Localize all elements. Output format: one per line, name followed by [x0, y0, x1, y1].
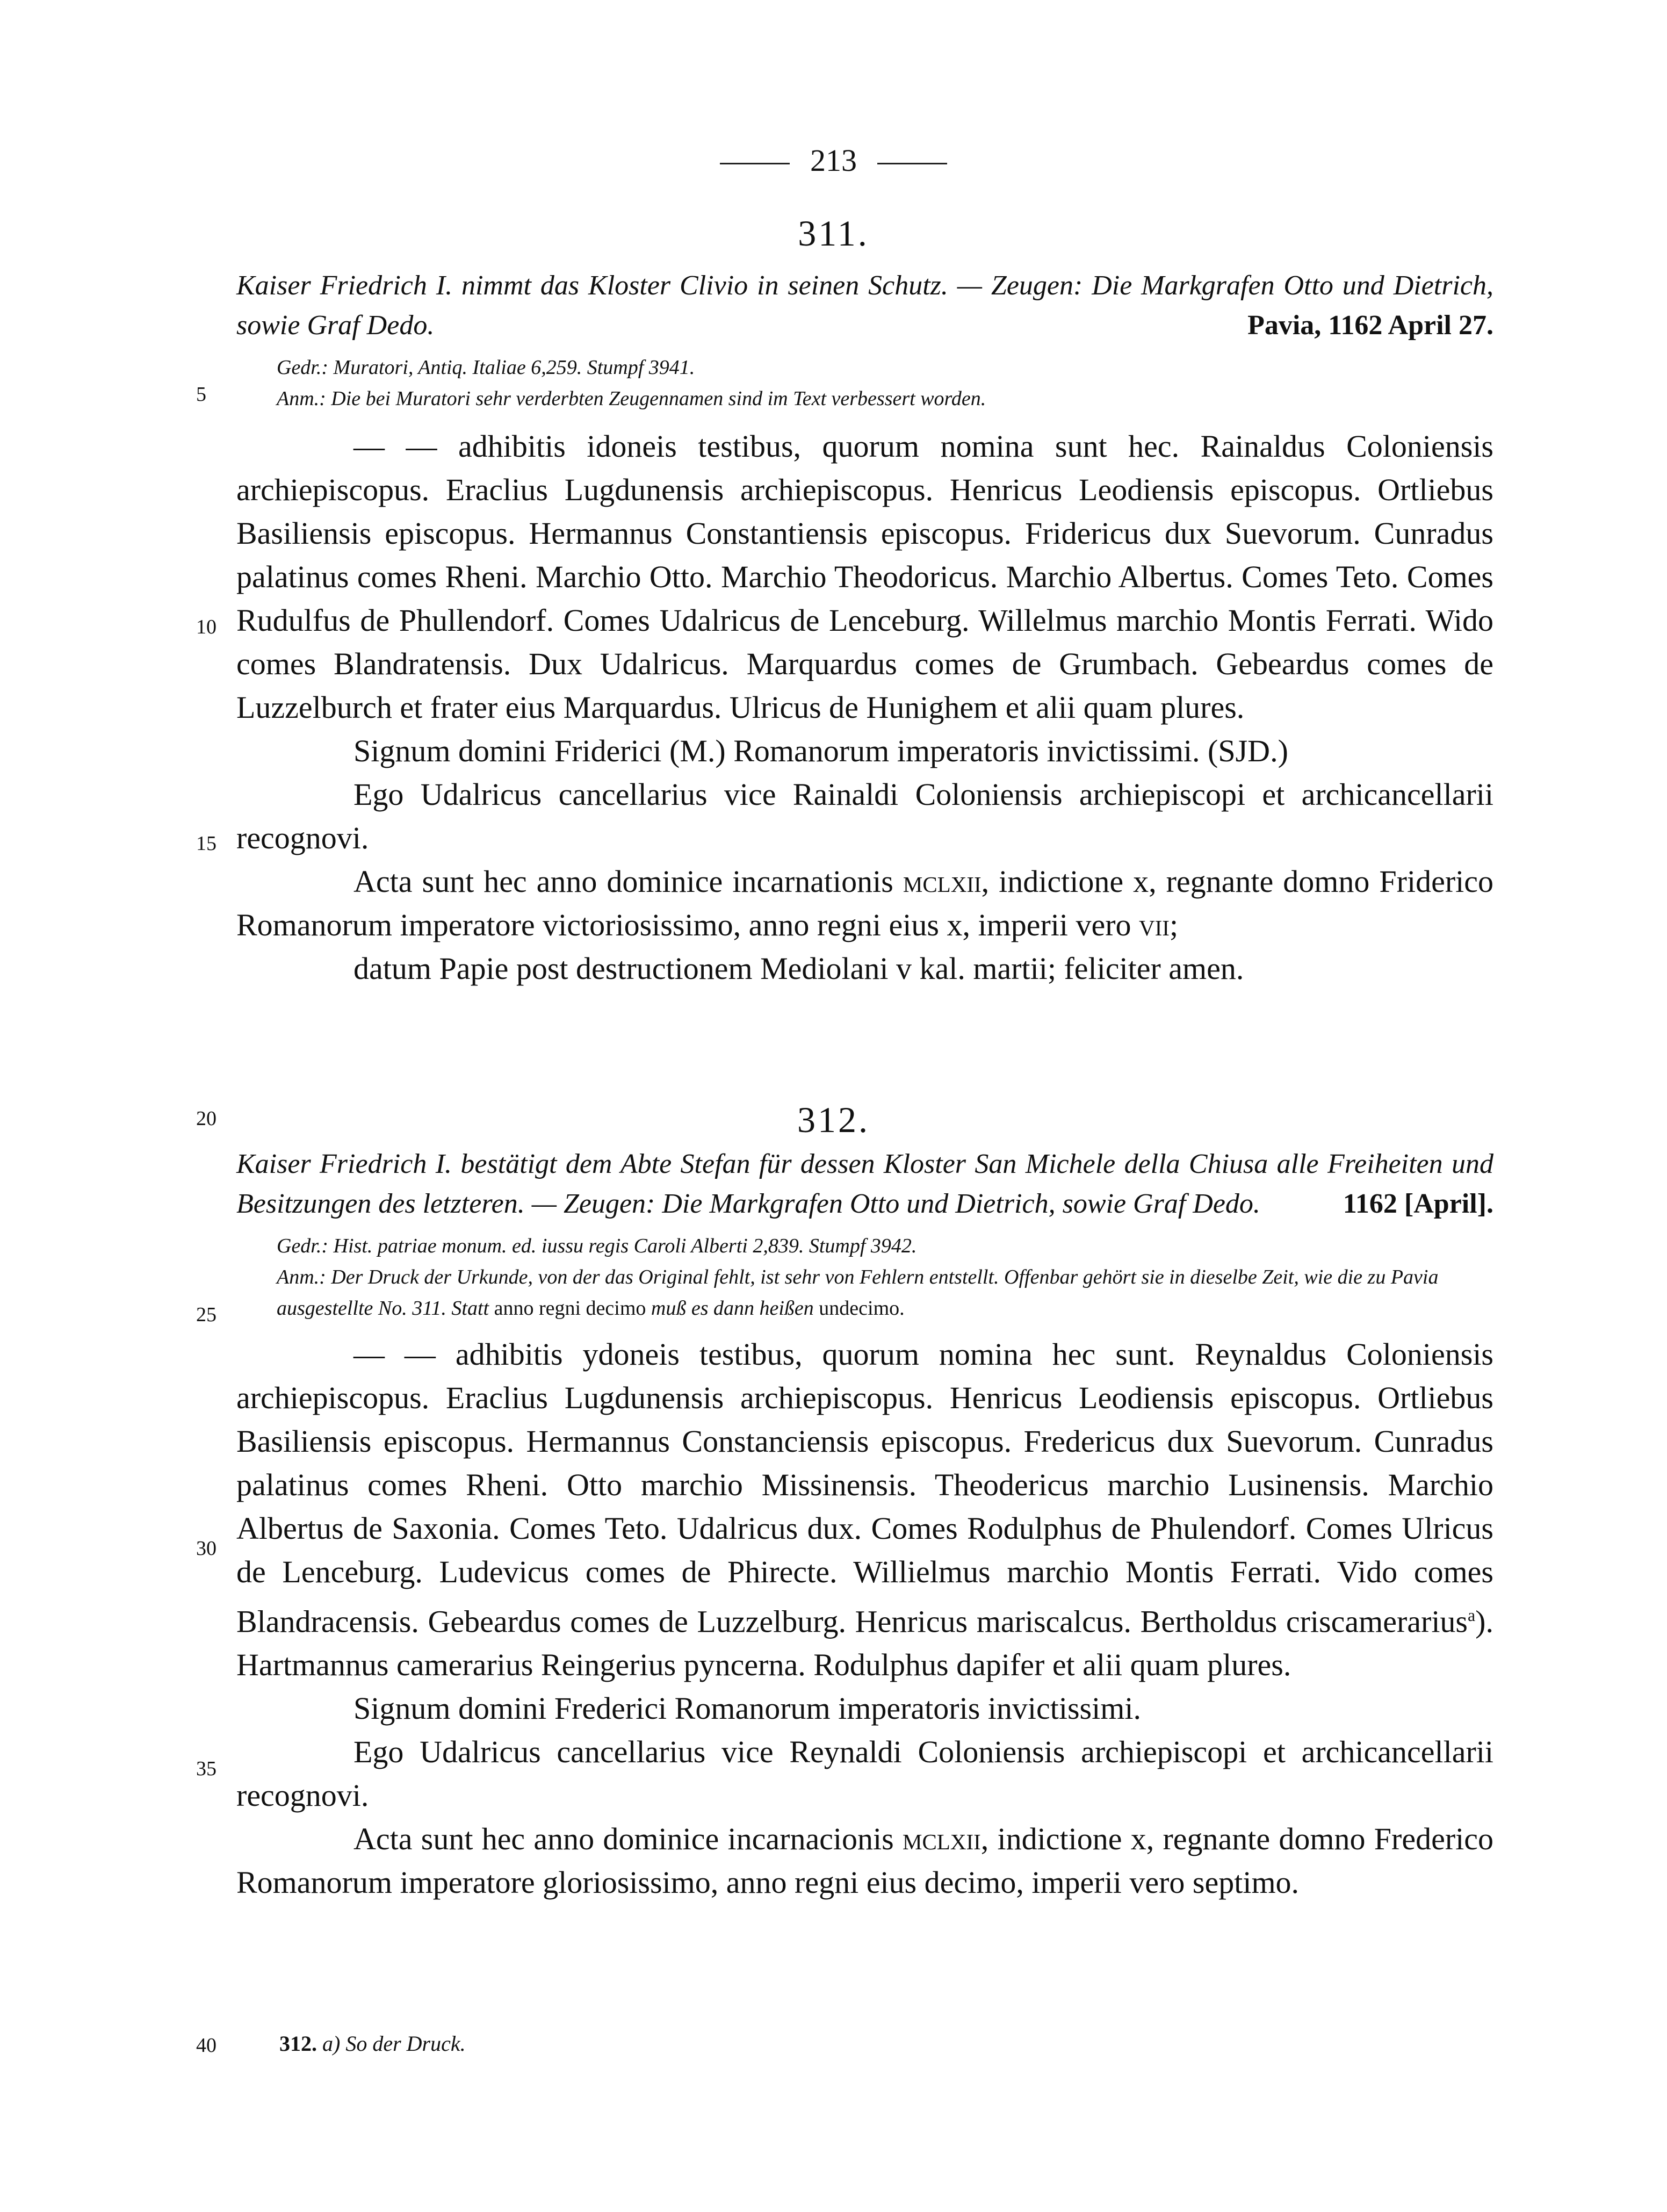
imperii-311: vii: [1139, 907, 1170, 942]
regest-311: [236, 266, 1493, 345]
regest-312-title: Kaiser Friedrich I. bestätigt dem Abte Stefan für dessen Kloster San Michele della Chiusa alle Freiheiten und Besitzungen des letzteren. — Zeugen: Die Markgrafen Otto und Dietrich, sowie Graf Dedo.: [236, 1149, 1493, 1219]
text-312: [236, 1332, 1493, 1904]
footnote: [279, 2031, 466, 2056]
year-311: mclxii: [903, 864, 982, 899]
acta-311: Acta sunt hec anno dominice incarnationis mclxii, indictione x, regnante domno Friderico Romanorum imperatore victoriosissimo, anno regni eius x, imperii vero vii;: [236, 864, 1493, 942]
line-number: 10: [196, 616, 217, 638]
recognition-311: Ego Udalricus cancellarius vice Rainaldi Coloniensis archiepiscopi et archicancellarii recognovi.: [236, 777, 1493, 855]
witness-list-311: — — adhibitis idoneis testibus, quorum nomina sunt hec. Rainaldus Coloniensis archiepiscopus. Eraclius Lugdunensis archiepiscopus. Henricus Leodiensis episcopus. Ortliebus Basiliensis episcopus. Hermannus Constantiensis episcopus. Fridericus dux Suevorum. Cunradus palatinus comes Rheni. Marchio Otto. Marchio Theodoricus. Marchio Albertus. Comes Teto. Comes Rudulfus de Phullendorf. Comes Udalricus de Lenceburg. Willelmus marchio Montis Ferrati. Wido comes Blandratensis. Dux Udalricus. Marquardus comes de Grumbach. Gebeardus comes de Luzzelburch et frater eius Marquardus. Ulricus de Hunighem et alii quam plures.: [236, 429, 1493, 725]
signum-312: Signum domini Frederici Romanorum imperatoris invictissimi.: [353, 1691, 1141, 1726]
line-number: 40: [196, 2034, 217, 2057]
anm-312: Anm.: Der Druck der Urkunde, von der das Original fehlt, ist sehr von Fehlern entstellt. Offenbar gehört sie in dieselbe Zeit, wie die zu Pavia ausgestellte No. 311. Statt anno regni decimo muß es dann heißen undecimo.: [277, 1266, 1439, 1320]
gedr-312: Gedr.: Hist. patriae monum. ed. iussu regis Caroli Alberti 2,839. Stumpf 3942.: [277, 1235, 917, 1257]
line-number: 5: [196, 383, 206, 406]
header-rule-left: [720, 163, 790, 164]
datum-311: datum Papie post destructionem Mediolani v kal. martii; feliciter amen.: [353, 951, 1244, 986]
year-312: mclxii: [903, 1821, 981, 1857]
regest-312: [236, 1144, 1493, 1224]
line-number: 35: [196, 1757, 217, 1780]
acta-312: Acta sunt hec anno dominice incarnacionis mclxii, indictione x, regnante domno Frederico Romanorum imperatore gloriosissimo, anno regni eius decimo, imperii vero septimo.: [236, 1821, 1494, 1900]
page-header: [0, 142, 1667, 178]
witness-list-312: — — adhibitis ydoneis testibus, quorum nomina hec sunt. Reynaldus Coloniensis archiepiscopus. Eraclius Lugdunensis archiepiscopus. Henricus Leodiensis episcopus. Ortliebus Basiliensis episcopus. Hermannus Constanciensis episcopus. Fredericus dux Suevorum. Cunradus palatinus comes Rheni. Otto marchio Missinensis. Theodericus marchio Lusinensis. Marchio Albertus de Saxonia. Comes Teto. Udalricus dux. Comes Rodulphus de Phulendorf. Comes Ulricus de Lenceburg. Ludevicus comes de Phirecte. Willielmus marchio Montis Ferrati. Vido comes Blandracensis. Gebeardus comes de Luzzelburg. Henricus mariscalcus. Bertholdus criscamerarius$^a$). Hartmannus camerarius Reingerius pyncerna. Rodulphus dapifer et alii quam plures.: [236, 1337, 1493, 1683]
regest-312-place-date: 1162 [April].: [1343, 1188, 1493, 1219]
line-number: 15: [196, 832, 217, 855]
line-number: 20: [196, 1107, 217, 1130]
recognition-312: Ego Udalricus cancellarius vice Reynaldi Coloniensis archiepiscopi et archicancellarii recognovi.: [236, 1734, 1493, 1813]
footnote-text: a) So der Druck.: [322, 2031, 466, 2056]
text-311: [236, 424, 1493, 990]
footnote-marker-a: a: [1468, 1606, 1476, 1625]
line-number: 30: [196, 1537, 217, 1560]
regest-311-title: Kaiser Friedrich I. nimmt das Kloster Clivio in seinen Schutz. — Zeugen: Die Markgrafen Otto und Dietrich, sowie Graf Dedo.: [236, 270, 1493, 341]
line-number: 25: [196, 1303, 217, 1326]
header-rule-right: [877, 163, 947, 164]
page-number: 213: [810, 143, 857, 178]
gedr-311: Gedr.: Muratori, Antiq. Italiae 6,259. Stumpf 3941.: [277, 356, 695, 379]
document-number-311: 311.: [798, 213, 869, 254]
regest-311-place-date: Pavia, 1162 April 27.: [1247, 310, 1493, 341]
apparatus-311: [277, 352, 1493, 414]
signum-311: Signum domini Friderici (M.) Romanorum imperatoris invictissimi. (SJD.): [353, 733, 1288, 768]
document-number-312: 312.: [797, 1099, 870, 1140]
footnote-ref: 312.: [279, 2031, 317, 2056]
apparatus-312: [277, 1230, 1493, 1324]
anm-311: Anm.: Die bei Muratori sehr verderbten Zeugennamen sind im Text verbessert worden.: [277, 387, 986, 410]
